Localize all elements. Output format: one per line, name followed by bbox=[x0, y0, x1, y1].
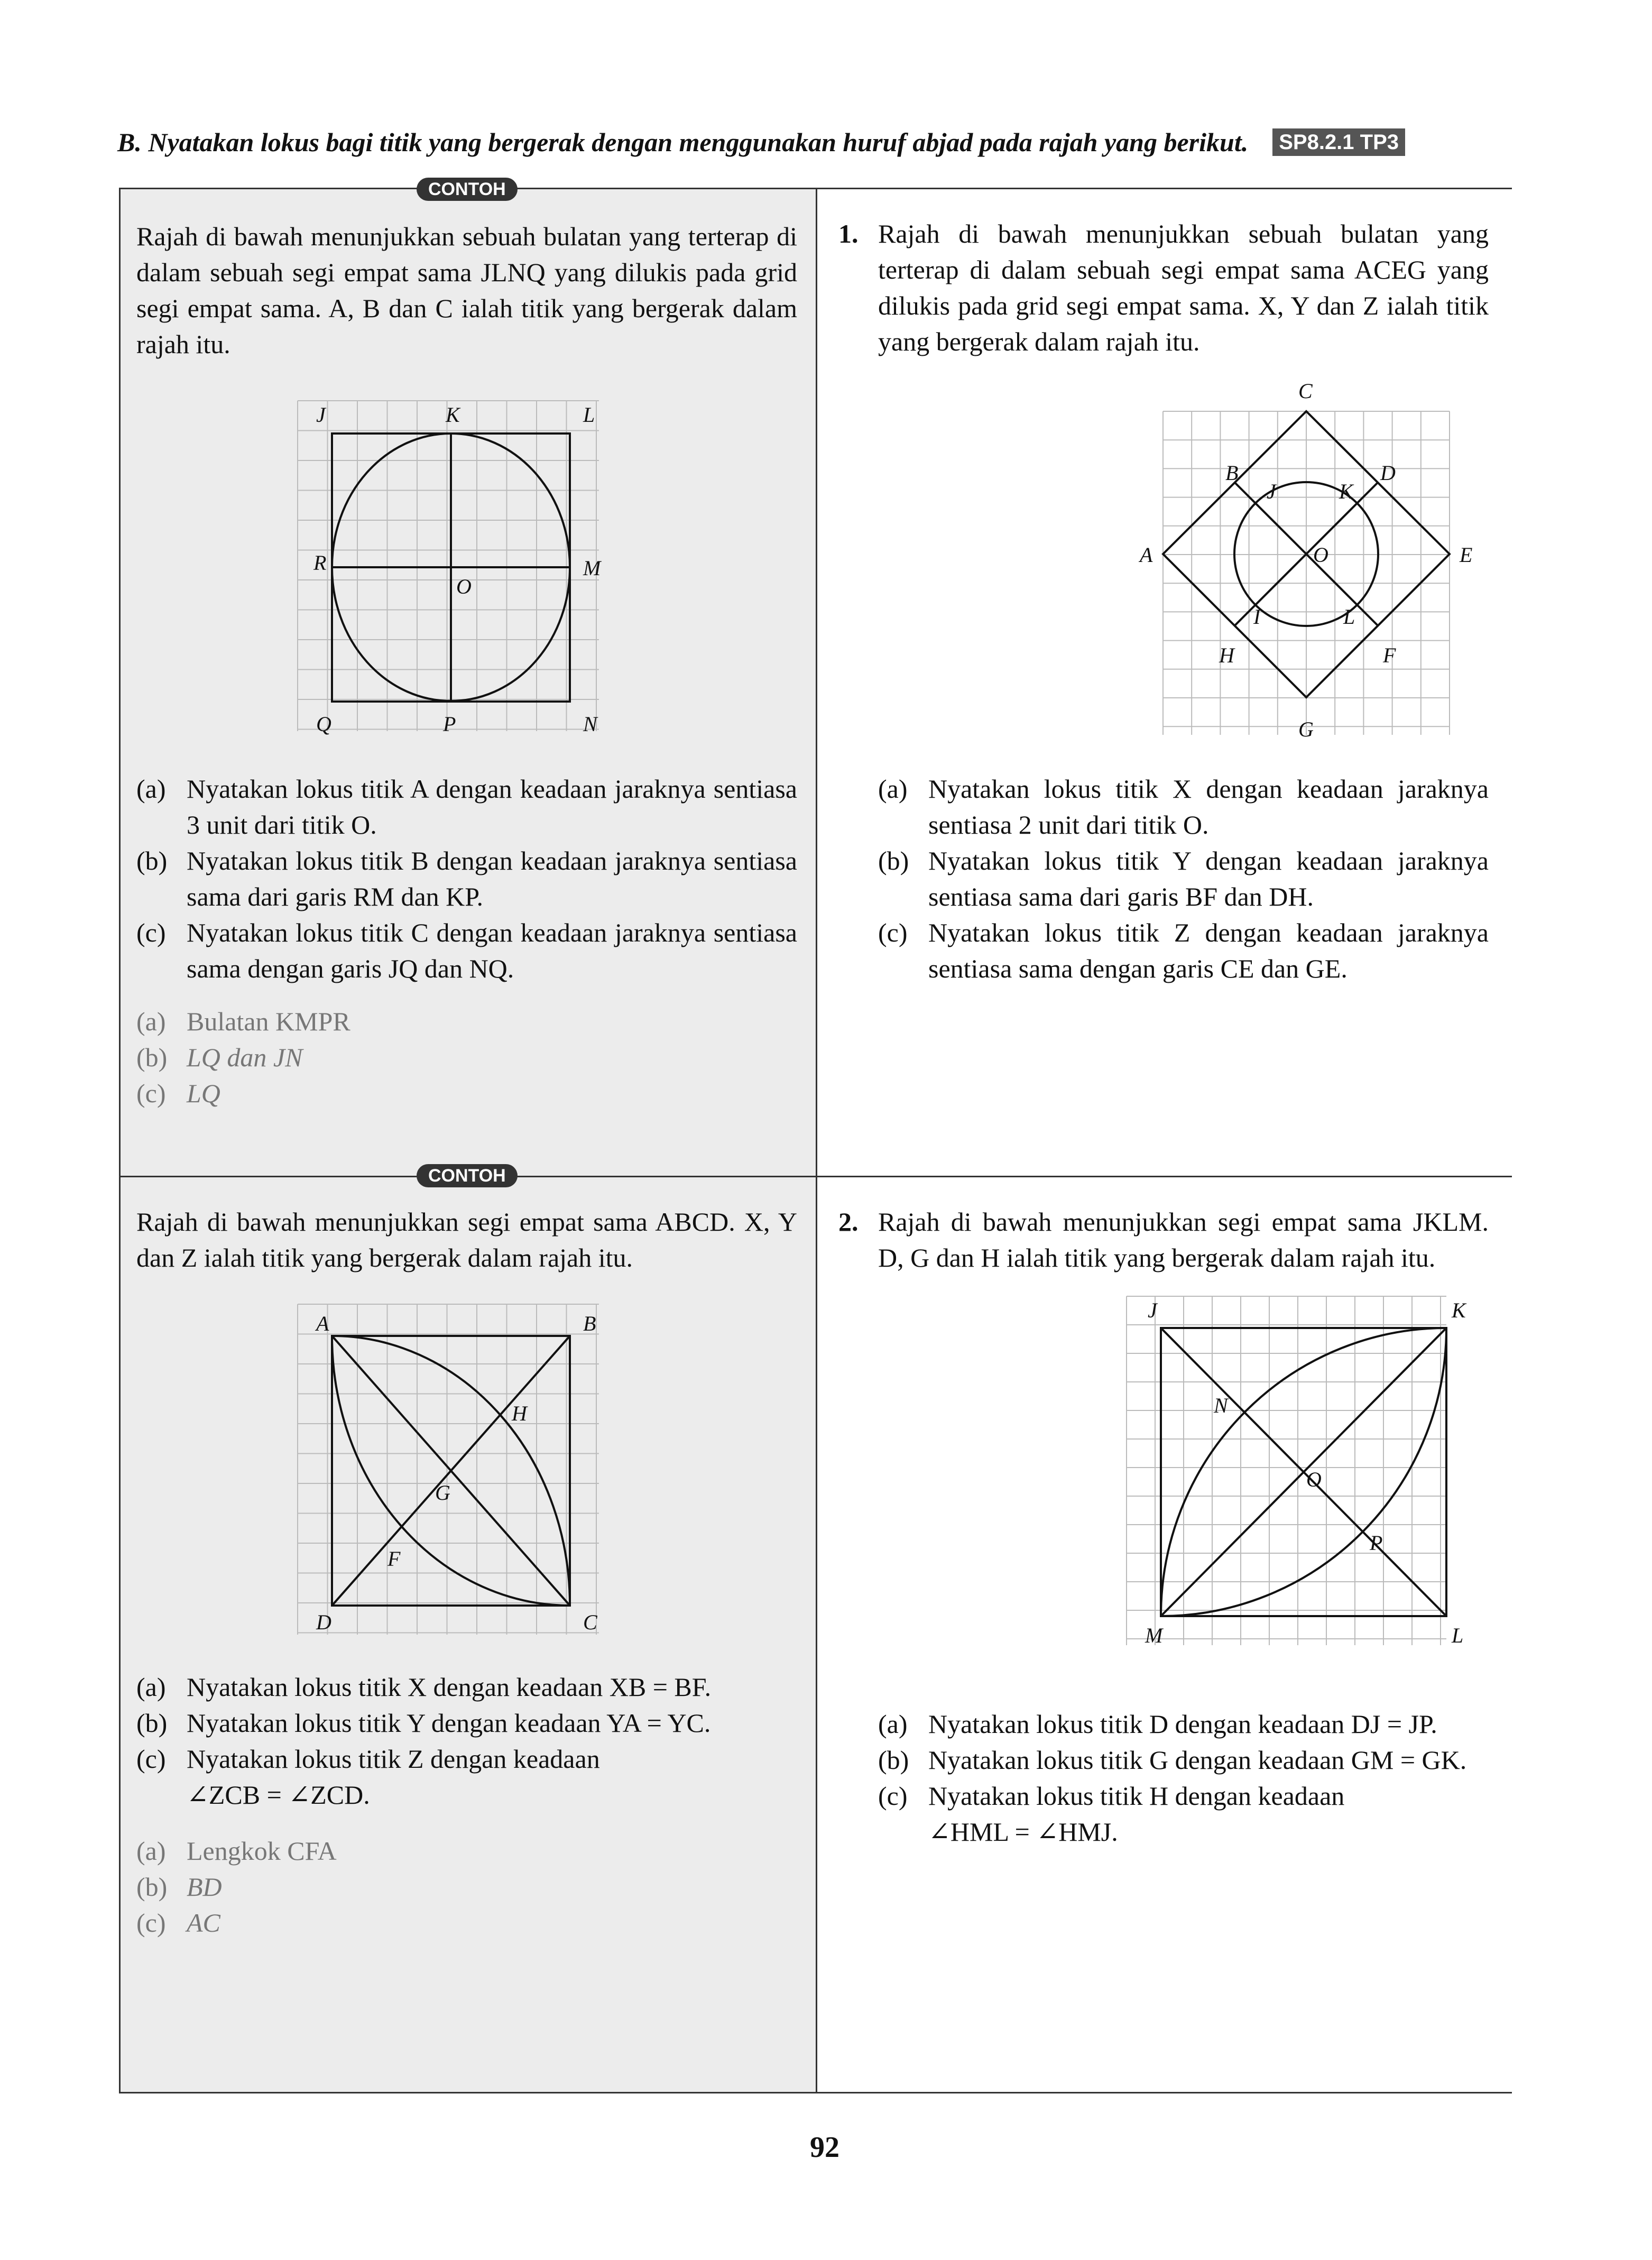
question-item: (b) Nyatakan lokus titik G dengan keadaan GM = GK. bbox=[878, 1745, 1467, 1775]
label-J: J bbox=[1148, 1298, 1157, 1322]
label-B: B bbox=[1225, 461, 1239, 485]
section-instruction-text: B. Nyatakan lokus bagi titik yang bergerak dengan menggunakan huruf abjad pada rajah yang berikut. bbox=[117, 127, 1249, 157]
label-F: F bbox=[387, 1547, 401, 1571]
question-item: (a) Nyatakan lokus titik X dengan keadaan XB = BF. bbox=[136, 1672, 712, 1702]
answer-item: (b) LQ dan JN bbox=[136, 1043, 303, 1072]
label-K: K bbox=[446, 403, 460, 427]
label-Q: Q bbox=[316, 712, 331, 736]
label-O: O bbox=[456, 575, 472, 598]
label-G: G bbox=[435, 1481, 450, 1505]
label-L: L bbox=[1343, 605, 1355, 629]
section-instruction bbox=[117, 127, 1405, 158]
label-P: P bbox=[1370, 1531, 1383, 1555]
question1-cell bbox=[817, 189, 1512, 1176]
question2-number: 2. bbox=[838, 1207, 859, 1237]
example1-diagram bbox=[295, 393, 623, 758]
label-A: A bbox=[316, 1312, 329, 1335]
label-M: M bbox=[583, 556, 601, 580]
question-item: (a) Nyatakan lokus titik D dengan keadaan DJ = JP. bbox=[878, 1709, 1437, 1739]
question-item: (b) Nyatakan lokus titik B dengan keadaan jaraknya sentiasa sama dari garis RM dan KP. bbox=[136, 846, 797, 911]
example2-text: Rajah di bawah menunjukkan segi empat sama ABCD. X, Y dan Z ialah titik yang bergerak dalam rajah itu. bbox=[136, 1207, 797, 1272]
question2-diagram bbox=[1103, 1283, 1473, 1674]
label-J: J bbox=[1267, 479, 1276, 503]
question-item: (a) Nyatakan lokus titik A dengan keadaan jaraknya sentiasa 3 unit dari titik O. bbox=[136, 774, 797, 840]
question-item: (c) Nyatakan lokus titik H dengan keadaan ∠HML = ∠HMJ. bbox=[878, 1781, 1345, 1847]
label-M: M bbox=[1145, 1623, 1163, 1647]
answer-item: (a) Bulatan KMPR bbox=[136, 1007, 350, 1036]
label-B: B bbox=[583, 1312, 596, 1335]
label-G: G bbox=[1298, 717, 1314, 741]
question2-text: 2. Rajah di bawah menunjukkan segi empat sama JKLM. D, G dan H ialah titik yang bergerak dalam rajah itu. bbox=[838, 1204, 1489, 1276]
label-N: N bbox=[1214, 1394, 1228, 1417]
label-D: D bbox=[316, 1610, 331, 1634]
label-N: N bbox=[583, 712, 597, 736]
label-O: O bbox=[1313, 543, 1328, 567]
example2-questions bbox=[136, 1669, 797, 1813]
label-E: E bbox=[1460, 543, 1473, 567]
label-F: F bbox=[1383, 643, 1396, 667]
exercise-grid bbox=[119, 179, 1512, 2093]
label-I: I bbox=[1253, 605, 1261, 629]
question1-text: 1. Rajah di bawah menunjukkan sebuah bulatan yang terterap di dalam sebuah segi empat sama ACEG yang dilukis pada grid segi empat sama. X, Y dan Z ialah titik yang bergerak dalam rajah itu. bbox=[838, 216, 1489, 359]
label-D: D bbox=[1380, 461, 1396, 485]
question1-parts bbox=[838, 771, 1489, 986]
label-K: K bbox=[1452, 1298, 1466, 1322]
label-K: K bbox=[1339, 479, 1353, 503]
question1-diagram bbox=[1134, 366, 1505, 779]
page-number: 92 bbox=[810, 2131, 839, 2164]
question-item: (b) Nyatakan lokus titik Y dengan keadaan jaraknya sentiasa sama dari garis BF dan DH. bbox=[878, 846, 1489, 911]
example2-diagram bbox=[295, 1296, 623, 1661]
question-item: (b) Nyatakan lokus titik Y dengan keadaan YA = YC. bbox=[136, 1708, 711, 1738]
answer-item: (c) AC bbox=[136, 1908, 220, 1938]
question-item: (a) Nyatakan lokus titik X dengan keadaan jaraknya sentiasa 2 unit dari titik O. bbox=[878, 774, 1489, 840]
example2-cell bbox=[121, 1176, 817, 2092]
example1-cell bbox=[121, 189, 817, 1176]
example1-questions bbox=[136, 771, 797, 986]
question-item: (c) Nyatakan lokus titik Z dengan keadaan jaraknya sentiasa sama dengan garis CE dan GE. bbox=[878, 918, 1489, 983]
label-L: L bbox=[1452, 1623, 1464, 1647]
label-H: H bbox=[1219, 643, 1234, 667]
label-H: H bbox=[512, 1401, 527, 1425]
example1-answers bbox=[136, 1003, 665, 1111]
question2-parts bbox=[838, 1706, 1489, 1850]
question-item: (c) Nyatakan lokus titik Z dengan keadaan ∠ZCB = ∠ZCD. bbox=[136, 1744, 600, 1810]
example1-badge: CONTOH bbox=[417, 178, 518, 201]
answer-item: (a) Lengkok CFA bbox=[136, 1836, 337, 1866]
standard-tag: SP8.2.1 TP3 bbox=[1272, 128, 1405, 156]
label-P: P bbox=[443, 712, 456, 736]
example2-badge: CONTOH bbox=[417, 1164, 518, 1187]
label-J: J bbox=[316, 403, 326, 427]
label-L: L bbox=[583, 403, 595, 427]
question-item: (c) Nyatakan lokus titik C dengan keadaan jaraknya sentiasa sama dengan garis JQ dan NQ. bbox=[136, 918, 797, 983]
label-R: R bbox=[313, 551, 327, 575]
label-C: C bbox=[1298, 379, 1313, 403]
label-O: O bbox=[1306, 1468, 1322, 1491]
answer-item: (b) BD bbox=[136, 1872, 222, 1902]
question2-cell bbox=[817, 1176, 1512, 2092]
label-C: C bbox=[583, 1610, 597, 1634]
answer-item: (c) LQ bbox=[136, 1078, 220, 1108]
question1-number: 1. bbox=[838, 219, 859, 248]
label-A: A bbox=[1140, 543, 1153, 567]
example1-text: Rajah di bawah menunjukkan sebuah bulatan yang terterap di dalam sebuah segi empat sama JLNQ yang dilukis pada grid segi empat sama. A, B dan C ialah titik yang bergerak dalam rajah itu. bbox=[136, 222, 797, 359]
example2-answers bbox=[136, 1833, 665, 1941]
